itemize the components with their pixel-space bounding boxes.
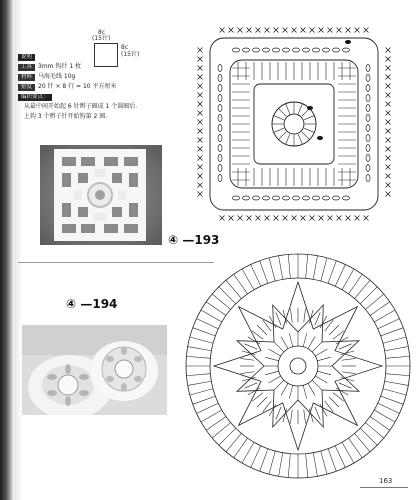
mid-stitch bbox=[325, 401, 334, 412]
outer-stitch bbox=[251, 264, 261, 286]
outer-stitch bbox=[348, 274, 362, 294]
outer-stitch bbox=[279, 256, 283, 280]
outer-stitch bbox=[288, 254, 290, 278]
chain-stitch bbox=[366, 175, 370, 182]
mid-stitch bbox=[290, 308, 292, 322]
inner-stitch bbox=[289, 333, 293, 347]
outer-stitch bbox=[206, 416, 226, 430]
outer-stitch bbox=[188, 381, 212, 385]
mid-stitch bbox=[248, 388, 260, 395]
inner-stitch bbox=[269, 376, 281, 383]
mid-stitch bbox=[240, 358, 254, 360]
mid-stitch bbox=[269, 404, 276, 416]
chain-stitch bbox=[253, 48, 260, 52]
inner-stitch bbox=[269, 349, 281, 356]
chain-stitch bbox=[218, 115, 222, 122]
binding-shadow bbox=[0, 0, 14, 500]
outer-stitch bbox=[242, 269, 254, 290]
outer-stitch bbox=[212, 423, 230, 438]
material-key: 材料 bbox=[18, 74, 35, 81]
outer-stitch bbox=[306, 454, 308, 478]
outer-stitch bbox=[385, 381, 409, 385]
outer-stitch bbox=[279, 453, 283, 477]
step-1: 从最中间开始起 6 针辫子圈成 1 个圆圈后. bbox=[24, 103, 138, 110]
gauge-value: 20 针 × 8 行 = 10 平方厘米 bbox=[38, 83, 117, 90]
mid-stitch bbox=[263, 320, 272, 331]
tool-key: 工具 bbox=[18, 64, 35, 71]
inner-stitch bbox=[317, 371, 331, 375]
chain-stitch bbox=[343, 196, 350, 200]
chain-stitch bbox=[366, 75, 370, 82]
outer-stitch bbox=[386, 356, 410, 358]
chain-stitch bbox=[343, 48, 350, 52]
outer-stitch bbox=[370, 416, 390, 430]
chain-stitch bbox=[366, 95, 370, 102]
outer-stitch bbox=[201, 410, 222, 422]
inner-stitch bbox=[274, 380, 284, 390]
outer-stitch bbox=[186, 374, 210, 376]
outer-stitch bbox=[374, 410, 395, 422]
outer-stitch bbox=[370, 302, 390, 316]
inner-stitch bbox=[289, 385, 293, 399]
chain-stitch bbox=[333, 48, 340, 52]
inner-stitch bbox=[281, 337, 288, 349]
chain-stitch bbox=[366, 85, 370, 92]
mid-stitch bbox=[263, 401, 272, 412]
outer-stitch bbox=[196, 319, 218, 329]
size-height-sub: (15针) bbox=[121, 51, 140, 58]
outer-stitch bbox=[335, 446, 345, 468]
mid-stitch bbox=[257, 397, 267, 407]
outer-stitch bbox=[378, 403, 400, 413]
outer-stitch bbox=[385, 347, 409, 351]
chain-stitch bbox=[233, 48, 240, 52]
material-value: 马海毛线 10g bbox=[38, 73, 76, 80]
mid-stitch bbox=[325, 320, 334, 331]
outer-stitch bbox=[219, 428, 236, 445]
chain-stitch bbox=[218, 95, 222, 102]
mid-stitch bbox=[248, 337, 260, 344]
outer-stitch bbox=[381, 328, 404, 336]
mid-stitch bbox=[342, 372, 356, 374]
center-stitch bbox=[304, 116, 314, 120]
chain-stitch bbox=[333, 196, 340, 200]
mid-stitch bbox=[339, 383, 352, 388]
outer-stitch bbox=[212, 294, 230, 309]
chain-stitch bbox=[366, 135, 370, 142]
inner-stitch bbox=[317, 357, 331, 361]
center-stitch bbox=[278, 132, 286, 140]
center-stitch bbox=[274, 128, 284, 132]
outer-stitch bbox=[306, 254, 308, 278]
mid-stitch bbox=[240, 372, 254, 374]
inner-stitch bbox=[308, 383, 315, 395]
mid-stitch bbox=[252, 393, 263, 402]
mid-stitch bbox=[333, 393, 344, 402]
mid-stitch bbox=[304, 308, 306, 322]
inner-stitch bbox=[312, 342, 322, 352]
chain-stitch bbox=[366, 115, 370, 122]
mid-stitch bbox=[333, 331, 344, 340]
inner-stitch bbox=[308, 337, 315, 349]
round-crochet-chart bbox=[180, 250, 416, 482]
outer-stitch bbox=[342, 442, 354, 463]
outer-stitch bbox=[219, 287, 236, 304]
center-stitch bbox=[274, 116, 284, 120]
mid-stitch bbox=[276, 312, 281, 325]
chain-stitch bbox=[218, 125, 222, 132]
mid-stitch bbox=[315, 312, 320, 325]
mid-stitch bbox=[244, 383, 257, 388]
center-stitch bbox=[286, 134, 290, 144]
outer-stitch bbox=[342, 269, 354, 290]
chain-stitch bbox=[218, 155, 222, 162]
inner-stitch bbox=[274, 342, 284, 352]
chain-stitch bbox=[218, 105, 222, 112]
chain-stitch bbox=[218, 135, 222, 142]
inner-stitch bbox=[303, 385, 307, 399]
points-key: 编织要点： bbox=[18, 94, 52, 101]
outer-stitch bbox=[193, 328, 216, 336]
outer-stitch bbox=[260, 261, 268, 284]
instructions-block bbox=[18, 52, 188, 122]
outer-stitch bbox=[348, 438, 362, 458]
mid-stitch bbox=[252, 331, 263, 340]
chain-stitch bbox=[313, 196, 320, 200]
mid-stitch bbox=[315, 407, 320, 420]
outer-stitch bbox=[234, 274, 248, 294]
center-stitch bbox=[298, 104, 302, 114]
inner-stitch bbox=[315, 349, 327, 356]
outer-stitch bbox=[365, 423, 383, 438]
star-outline bbox=[214, 282, 382, 450]
outer-stitch bbox=[226, 433, 241, 451]
outer-stitch bbox=[193, 396, 216, 404]
outer-stitch bbox=[374, 310, 395, 322]
chain-stitch bbox=[366, 65, 370, 72]
outer-stitch bbox=[269, 258, 275, 281]
outer-stitch bbox=[190, 337, 213, 343]
mid-stitch bbox=[342, 358, 356, 360]
outer-stitch bbox=[269, 451, 275, 474]
inner-stitch bbox=[281, 383, 288, 395]
mid-stitch bbox=[257, 325, 267, 335]
center-stitch bbox=[278, 108, 286, 116]
chain-stitch bbox=[253, 196, 260, 200]
chain-stitch bbox=[233, 196, 240, 200]
outer-stitch bbox=[196, 403, 218, 413]
tool-value: 3mm 钩针 1 枚 bbox=[38, 63, 82, 70]
outer-stitch bbox=[313, 256, 317, 280]
mid-stitch bbox=[290, 410, 292, 424]
center-stitch bbox=[298, 134, 302, 144]
chain-stitch bbox=[366, 155, 370, 162]
chain-stitch bbox=[303, 48, 310, 52]
mid-stitch bbox=[329, 325, 339, 335]
center-stitch bbox=[286, 104, 290, 114]
center-stitch bbox=[304, 128, 314, 132]
chain-stitch bbox=[218, 165, 222, 172]
inner-stitch bbox=[265, 371, 279, 375]
outer-stitch bbox=[328, 261, 336, 284]
chain-stitch bbox=[323, 48, 330, 52]
inner-stitch bbox=[265, 357, 279, 361]
chain-stitch bbox=[218, 65, 222, 72]
mid-stitch bbox=[336, 337, 348, 344]
chain-stitch bbox=[273, 196, 280, 200]
chain-stitch bbox=[283, 48, 290, 52]
square-crochet-chart bbox=[192, 18, 396, 230]
outer-stitch bbox=[288, 454, 290, 478]
chain-stitch bbox=[263, 196, 270, 200]
chain-stitch bbox=[218, 145, 222, 152]
pattern-193-label: ④ —193 bbox=[168, 233, 220, 247]
chain-stitch bbox=[243, 48, 250, 52]
size-width-label: 8c bbox=[98, 29, 106, 36]
outer-stitch bbox=[188, 347, 212, 351]
inner-stitch bbox=[315, 376, 327, 383]
chain-stitch bbox=[303, 196, 310, 200]
outer-stitch bbox=[321, 258, 327, 281]
chain-stitch bbox=[293, 48, 300, 52]
mid-stitch bbox=[320, 316, 327, 328]
mid-stitch bbox=[339, 344, 352, 349]
chain-stitch bbox=[293, 196, 300, 200]
chain-stitch bbox=[366, 125, 370, 132]
outer-stitch bbox=[234, 438, 248, 458]
mid-stitch bbox=[336, 388, 348, 395]
mid-stitch bbox=[320, 404, 327, 416]
outer-stitch bbox=[360, 287, 377, 304]
outer-stitch bbox=[251, 446, 261, 468]
gauge-key: 密度 bbox=[18, 84, 35, 91]
chain-stitch bbox=[263, 48, 270, 52]
chain-stitch bbox=[218, 85, 222, 92]
inner-stitch bbox=[312, 380, 322, 390]
outer-stitch bbox=[365, 294, 383, 309]
mid-stitch bbox=[304, 410, 306, 424]
size-height-label: 8c bbox=[121, 44, 129, 51]
mid-stitch bbox=[244, 344, 257, 349]
inner-stitch bbox=[303, 333, 307, 347]
chain-stitch bbox=[366, 105, 370, 112]
chain-stitch bbox=[323, 196, 330, 200]
chain-stitch bbox=[218, 75, 222, 82]
size-width-sub: (15针) bbox=[92, 35, 111, 42]
inner-star-outline bbox=[237, 305, 359, 427]
outer-stitch bbox=[335, 264, 345, 286]
outer-stitch bbox=[201, 310, 222, 322]
outer-stitch bbox=[242, 442, 254, 463]
chain-stitch bbox=[366, 145, 370, 152]
page-number-rule bbox=[360, 487, 408, 488]
chain-stitch bbox=[366, 165, 370, 172]
chain-stitch bbox=[273, 48, 280, 52]
mid-stitch bbox=[269, 316, 276, 328]
chain-stitch bbox=[313, 48, 320, 52]
outer-stitch bbox=[186, 356, 210, 358]
chain-stitch bbox=[243, 196, 250, 200]
outer-stitch bbox=[313, 453, 317, 477]
outer-stitch bbox=[260, 449, 268, 472]
outer-stitch bbox=[190, 389, 213, 395]
page-number: 163 bbox=[379, 477, 393, 485]
square-motif-photo bbox=[40, 145, 162, 245]
pattern-194-label: ④ —194 bbox=[66, 297, 118, 311]
outer-stitch bbox=[386, 374, 410, 376]
outer-stitch bbox=[383, 389, 406, 395]
chain-stitch bbox=[218, 175, 222, 182]
outer-stitch bbox=[206, 302, 226, 316]
mid-stitch bbox=[329, 397, 339, 407]
chain-stitch bbox=[283, 196, 290, 200]
center-stitch bbox=[302, 132, 310, 140]
step-2: 上钩 3 个辫子针开始钩第 2 圈. bbox=[24, 113, 108, 120]
outer-stitch bbox=[360, 428, 377, 445]
outer-stitch bbox=[321, 451, 327, 474]
mid-stitch bbox=[276, 407, 281, 420]
info-header: 说明 bbox=[18, 54, 35, 61]
outer-stitch bbox=[381, 396, 404, 404]
outer-stitch bbox=[383, 337, 406, 343]
round-motif-photo bbox=[22, 325, 167, 415]
outer-stitch bbox=[355, 280, 370, 298]
outer-stitch bbox=[226, 280, 241, 298]
outer-stitch bbox=[378, 319, 400, 329]
outer-stitch bbox=[328, 449, 336, 472]
outer-stitch bbox=[355, 433, 370, 451]
